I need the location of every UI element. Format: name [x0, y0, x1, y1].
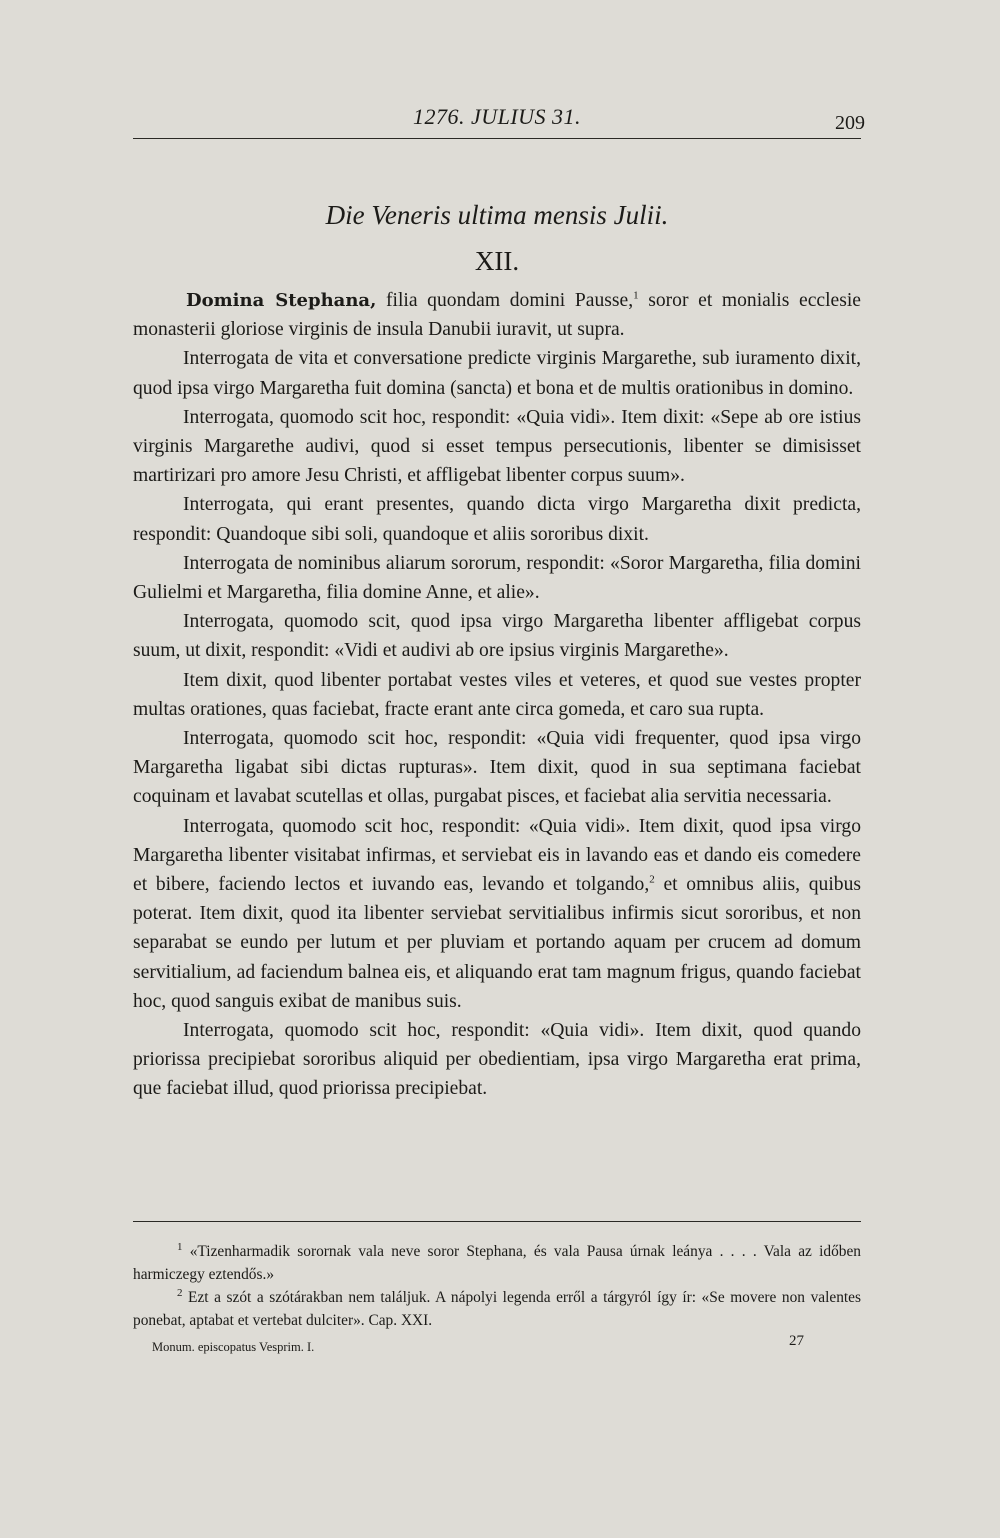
printer-signature: Monum. episcopatus Vesprim. I.: [152, 1340, 315, 1354]
paragraph-8: Interrogata, quomodo scit hoc, respondit: «Quia vidi frequenter, quod ipsa virgo Margaretha ligabat sibi dictas rupturas». Item dixit, quod in sua septimana faciebat coquinam et lavabat scutellas et ollas, purgabat pisces, et faciebat alia servitia necessaria.: [133, 728, 861, 808]
section-number: XII.: [474, 246, 520, 276]
page-number: 209: [835, 112, 865, 134]
paragraph-1-text-b: soror et monialis ecclesie monasterii gloriose virginis de insula Danubii iuravit, ut supra.: [133, 290, 861, 341]
footnote-1: [133, 1240, 861, 1286]
witness-name: Domina Stephana,: [186, 290, 377, 311]
paragraph-4: Interrogata, qui erant presentes, quando dicta virgo Margaretha dixit predicta, respondit: Quandoque sibi soli, quandoque et aliis sororibus dixit.: [133, 494, 861, 545]
footnote-1-text: «Tizenharmadik sorornak vala neve soror Stephana, és vala Pausa úrnak leánya . . . . Vala az időben harmiczegy eztendős.»: [133, 1243, 861, 1283]
sheet-number: 27: [789, 1333, 804, 1349]
paragraph-3: Interrogata, quomodo scit hoc, respondit: «Quia vidi». Item dixit: «Sepe ab ore istius virginis Margarethe audivi, quod si esset tempus persecutionis, libenter se dimisisset martirizari pro amore Jesu Christi, et affligebat libenter corpus suum».: [133, 406, 861, 487]
paragraph-7: Item dixit, quod libenter portabat vestes viles et veteres, et quod sue vestes propter multas orationes, quas faciebat, fracte erant ante circa gomeda, et caro sua rupta.: [133, 669, 861, 720]
paragraph-9-text-b: et omnibus aliis, quibus poterat. Item dixit, quod ita libenter serviebat servitialibus infirmis sicut sororibus, et non separabat se eundo per lutum et per pluviam et portando aquam per crucem ad domum servitialium, ad faciendum balnea eis, et aliquando erat tam magnum frigus, quando faciebat hoc, quod sanguis exibat de manibus suis.: [133, 874, 862, 1012]
footnote-2: [133, 1286, 861, 1332]
footnote-divider: [133, 1221, 861, 1222]
page-header: [133, 102, 865, 139]
paragraph-5: Interrogata de nominibus aliarum sororum, respondit: «Soror Margaretha, filia domini Gulielmi et Margaretha, filia domine Anne, et alie».: [133, 552, 861, 604]
paragraph-9-text-a: Interrogata, quomodo scit hoc, respondit: «Quia vidi». Item dixit, quod ipsa virgo Margaretha libenter visitabat infirmas, et serviebat eis in lavando eas et dando eis comedere et bibere, faciendo lectos et iuvando eas, levando et tolgando,: [133, 815, 861, 896]
paragraph-6: Interrogata, quomodo scit, quod ipsa virgo Margaretha libenter affligebat corpus suum, ut dixit, respondit: «Vidi et audivi ab ore ipsius virginis Margarethe».: [133, 611, 861, 662]
paragraph-10: Interrogata, quomodo scit hoc, respondit: «Quia vidi». Item dixit, quod quando priorissa precipiebat sororibus aliquid per obedientiam, ipsa virgo Margaretha erat prima, que faciebat illud, quod priorissa precipiebat.: [133, 1020, 861, 1100]
footnotes: [133, 1240, 861, 1332]
paragraph-2: Interrogata de vita et conversatione predicte virginis Margarethe, sub iuramento dixit, quod ipsa virgo Margaretha fuit domina (sancta) et bona et de multis orationibus in domino.: [133, 348, 861, 399]
footnote-ref-1: 1: [633, 289, 639, 302]
footnote-1-mark: 1: [177, 1240, 183, 1253]
paragraph-1-text-a: filia quondam domini Pausse,: [376, 290, 634, 311]
footnote-2-text: Ezt a szót a szótárakban nem találjuk. A nápolyi legenda erről a tárgyról így ír: «Se movere non valentes ponebat, aptabat et vertebat dulciter». Cap. XXI.: [133, 1289, 861, 1329]
running-title: 1276. JULIUS 31.: [412, 104, 582, 129]
footnote-2-mark: 2: [177, 1286, 183, 1299]
footnote-ref-2: 2: [649, 873, 655, 886]
section-heading: Die Veneris ultima mensis Julii.: [325, 200, 669, 230]
paragraph-1: [133, 286, 861, 344]
paragraph-9: [133, 812, 861, 1016]
body-text: [133, 286, 861, 1104]
